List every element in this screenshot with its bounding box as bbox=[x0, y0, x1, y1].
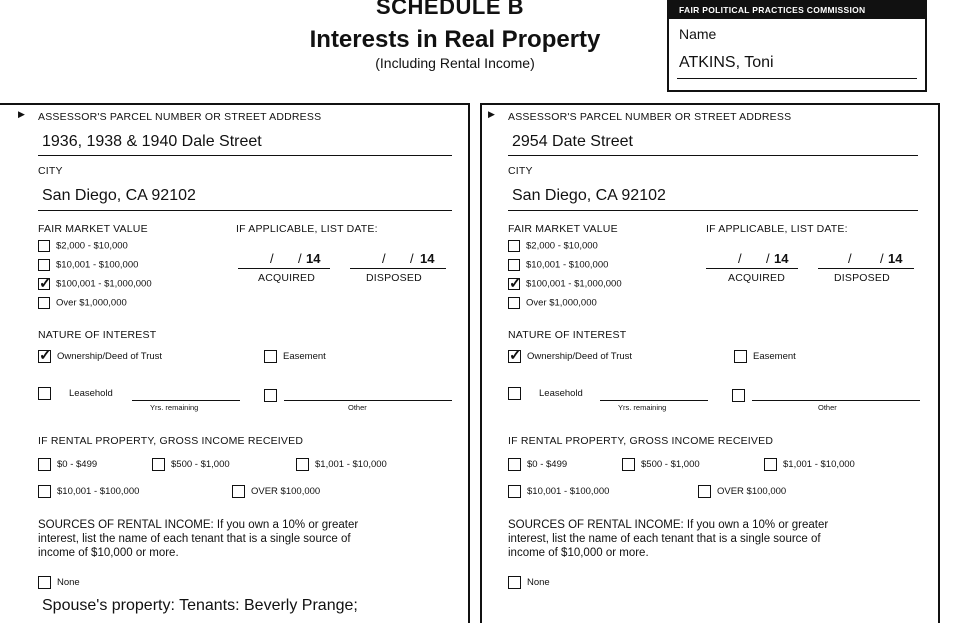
fmv-option-4[interactable] bbox=[508, 297, 597, 309]
option-label: None bbox=[57, 577, 80, 589]
checkbox-checked[interactable] bbox=[508, 278, 520, 290]
option-label: $0 - $499 bbox=[57, 459, 98, 471]
schedule-heading: SCHEDULE B bbox=[375, 0, 524, 19]
sources-line: SOURCES OF RENTAL INCOME: If you own a 10% or greater bbox=[38, 519, 359, 531]
option-label: $10,001 - $100,000 bbox=[56, 259, 139, 271]
if-applicable-label: IF APPLICABLE, LIST DATE: bbox=[236, 223, 378, 235]
option-label: $2,000 - $10,000 bbox=[526, 240, 598, 252]
checkbox-checked[interactable] bbox=[508, 350, 521, 363]
option-label: OVER $100,000 bbox=[717, 486, 787, 498]
yrs-remaining-label: Yrs. remaining bbox=[150, 403, 199, 412]
rental-income-label: IF RENTAL PROPERTY, GROSS INCOME RECEIVED bbox=[38, 435, 304, 447]
date-slash: / bbox=[382, 251, 386, 266]
acquired-date-line bbox=[238, 268, 330, 269]
sources-line: income of $10,000 or more. bbox=[38, 547, 179, 559]
other-option[interactable] bbox=[264, 387, 283, 405]
option-label: $10,001 - $100,000 bbox=[57, 486, 140, 498]
checkbox[interactable] bbox=[508, 485, 521, 498]
income-option-5[interactable] bbox=[698, 485, 786, 498]
none-option[interactable] bbox=[508, 576, 550, 589]
name-field[interactable]: ATKINS, Toni bbox=[679, 54, 774, 71]
city-underline bbox=[38, 210, 452, 211]
disposed-label: DISPOSED bbox=[834, 272, 890, 284]
income-option-4[interactable] bbox=[508, 485, 609, 498]
leasehold-line bbox=[600, 400, 708, 401]
sources-line: SOURCES OF RENTAL INCOME: If you own a 10% or greater bbox=[508, 519, 829, 531]
sources-line: income of $10,000 or more. bbox=[508, 547, 649, 559]
option-label: Ownership/Deed of Trust bbox=[57, 351, 163, 363]
disposed-date-line bbox=[818, 268, 914, 269]
fmv-label: FAIR MARKET VALUE bbox=[508, 223, 618, 235]
checkbox[interactable] bbox=[38, 297, 50, 309]
acquired-label: ACQUIRED bbox=[258, 272, 316, 284]
fmv-option-4[interactable] bbox=[38, 297, 127, 309]
option-label: $100,001 - $1,000,000 bbox=[526, 278, 622, 290]
checkbox[interactable] bbox=[698, 485, 711, 498]
income-option-1[interactable] bbox=[508, 458, 567, 471]
checkbox[interactable] bbox=[264, 350, 277, 363]
easement-option[interactable] bbox=[734, 350, 796, 363]
checkbox[interactable] bbox=[38, 576, 51, 589]
option-label: $100,001 - $1,000,000 bbox=[56, 278, 152, 290]
checkbox[interactable] bbox=[38, 485, 51, 498]
disposed-year[interactable]: 14 bbox=[888, 251, 903, 266]
date-slash: / bbox=[880, 251, 884, 266]
checkbox[interactable] bbox=[508, 240, 520, 252]
option-label: Over $1,000,000 bbox=[526, 297, 597, 309]
checkbox[interactable] bbox=[508, 387, 521, 400]
other-label: Other bbox=[348, 403, 367, 412]
checkbox[interactable] bbox=[734, 350, 747, 363]
leasehold-line bbox=[132, 400, 240, 401]
leasehold-option[interactable] bbox=[38, 387, 113, 400]
property-panel-right bbox=[480, 103, 940, 623]
checkbox[interactable] bbox=[152, 458, 165, 471]
option-label: OVER $100,000 bbox=[251, 486, 321, 498]
income-option-5[interactable] bbox=[232, 485, 320, 498]
city-label: CITY bbox=[508, 165, 533, 177]
checkbox-checked[interactable] bbox=[38, 278, 50, 290]
checkbox[interactable] bbox=[296, 458, 309, 471]
date-slash: / bbox=[848, 251, 852, 266]
checkbox[interactable] bbox=[38, 240, 50, 252]
checkbox[interactable] bbox=[38, 259, 50, 271]
disposed-date-line bbox=[350, 268, 446, 269]
option-label: Easement bbox=[283, 351, 326, 363]
city-label: CITY bbox=[38, 165, 63, 177]
income-option-2[interactable] bbox=[152, 458, 230, 471]
name-underline bbox=[677, 78, 917, 79]
date-slash: / bbox=[298, 251, 302, 266]
checkbox[interactable] bbox=[764, 458, 777, 471]
checkbox[interactable] bbox=[508, 259, 520, 271]
if-applicable-label: IF APPLICABLE, LIST DATE: bbox=[706, 223, 848, 235]
parcel-label: ASSESSOR'S PARCEL NUMBER OR STREET ADDRESS bbox=[508, 111, 792, 123]
option-label: Ownership/Deed of Trust bbox=[527, 351, 633, 363]
address-field[interactable]: 1936, 1938 & 1940 Dale Street bbox=[42, 133, 262, 150]
disposed-label: DISPOSED bbox=[366, 272, 422, 284]
checkbox[interactable] bbox=[232, 485, 245, 498]
ownership-option[interactable] bbox=[508, 350, 632, 363]
disposed-year[interactable]: 14 bbox=[420, 251, 435, 266]
date-slash: / bbox=[410, 251, 414, 266]
checkbox[interactable] bbox=[264, 389, 277, 402]
income-option-3[interactable] bbox=[296, 458, 387, 471]
checkbox[interactable] bbox=[508, 576, 521, 589]
fmv-option-3[interactable] bbox=[508, 278, 622, 290]
sources-instructions bbox=[508, 518, 938, 560]
checkbox-checked[interactable] bbox=[38, 350, 51, 363]
rental-income-label: IF RENTAL PROPERTY, GROSS INCOME RECEIVED bbox=[508, 435, 774, 447]
checkbox[interactable] bbox=[38, 458, 51, 471]
yrs-remaining-label: Yrs. remaining bbox=[618, 403, 667, 412]
fmv-option-2[interactable] bbox=[38, 259, 138, 271]
page-subtitle: (Including Rental Income) bbox=[375, 55, 535, 71]
city-underline bbox=[508, 210, 918, 211]
filer-name-box bbox=[667, 0, 927, 92]
sources-line: interest, list the name of each tenant that is a single source of bbox=[508, 533, 821, 545]
pointer-icon: ▶ bbox=[18, 109, 25, 119]
option-label: $10,001 - $100,000 bbox=[527, 486, 610, 498]
agency-banner: FAIR POLITICAL PRACTICES COMMISSION bbox=[669, 2, 925, 19]
sources-line: interest, list the name of each tenant that is a single source of bbox=[38, 533, 351, 545]
pointer-icon: ▶ bbox=[488, 109, 495, 119]
option-label: $500 - $1,000 bbox=[641, 459, 700, 471]
checkbox[interactable] bbox=[732, 389, 745, 402]
acquired-date-line bbox=[706, 268, 798, 269]
fmv-label: FAIR MARKET VALUE bbox=[38, 223, 148, 235]
checkbox[interactable] bbox=[508, 458, 521, 471]
fmv-option-2[interactable] bbox=[508, 259, 608, 271]
option-label: $10,001 - $100,000 bbox=[526, 259, 609, 271]
income-option-2[interactable] bbox=[622, 458, 700, 471]
date-slash: / bbox=[766, 251, 770, 266]
address-underline bbox=[38, 155, 452, 156]
address-underline bbox=[508, 155, 918, 156]
fmv-option-1[interactable] bbox=[38, 240, 128, 252]
option-label: $0 - $499 bbox=[527, 459, 568, 471]
other-line bbox=[752, 400, 920, 401]
acquired-label: ACQUIRED bbox=[728, 272, 786, 284]
date-slash: / bbox=[270, 251, 274, 266]
option-label: Easement bbox=[753, 351, 796, 363]
other-line bbox=[284, 400, 452, 401]
nature-label: NATURE OF INTEREST bbox=[508, 329, 627, 341]
tenants-field[interactable]: Spouse's property: Tenants: Beverly Prange; bbox=[42, 597, 358, 614]
nature-label: NATURE OF INTEREST bbox=[38, 329, 157, 341]
checkbox[interactable] bbox=[38, 387, 51, 400]
option-label: $500 - $1,000 bbox=[171, 459, 230, 471]
option-label: Leasehold bbox=[539, 388, 583, 400]
checkbox[interactable] bbox=[508, 297, 520, 309]
city-field[interactable]: San Diego, CA 92102 bbox=[42, 187, 196, 204]
fmv-option-3[interactable] bbox=[38, 278, 152, 290]
acquired-year[interactable]: 14 bbox=[774, 251, 789, 266]
other-option[interactable] bbox=[732, 387, 751, 405]
city-field[interactable]: San Diego, CA 92102 bbox=[512, 187, 666, 204]
leasehold-option[interactable] bbox=[508, 387, 583, 400]
option-label: Leasehold bbox=[69, 388, 113, 400]
option-label: $1,001 - $10,000 bbox=[315, 459, 387, 471]
none-option[interactable] bbox=[38, 576, 80, 589]
income-option-3[interactable] bbox=[764, 458, 855, 471]
name-label: Name bbox=[679, 26, 717, 42]
easement-option[interactable] bbox=[264, 350, 326, 363]
checkbox[interactable] bbox=[622, 458, 635, 471]
fmv-option-1[interactable] bbox=[508, 240, 598, 252]
date-slash: / bbox=[738, 251, 742, 266]
income-option-4[interactable] bbox=[38, 485, 139, 498]
ownership-option[interactable] bbox=[38, 350, 162, 363]
sources-instructions bbox=[38, 518, 468, 560]
parcel-label: ASSESSOR'S PARCEL NUMBER OR STREET ADDRESS bbox=[38, 111, 322, 123]
income-option-1[interactable] bbox=[38, 458, 97, 471]
property-panel-left bbox=[0, 103, 470, 623]
acquired-year[interactable]: 14 bbox=[306, 251, 321, 266]
option-label: None bbox=[527, 577, 550, 589]
option-label: $1,001 - $10,000 bbox=[783, 459, 855, 471]
page-title: Interests in Real Property bbox=[309, 26, 601, 53]
option-label: Over $1,000,000 bbox=[56, 297, 127, 309]
address-field[interactable]: 2954 Date Street bbox=[512, 133, 633, 150]
option-label: $2,000 - $10,000 bbox=[56, 240, 128, 252]
other-label: Other bbox=[818, 403, 837, 412]
